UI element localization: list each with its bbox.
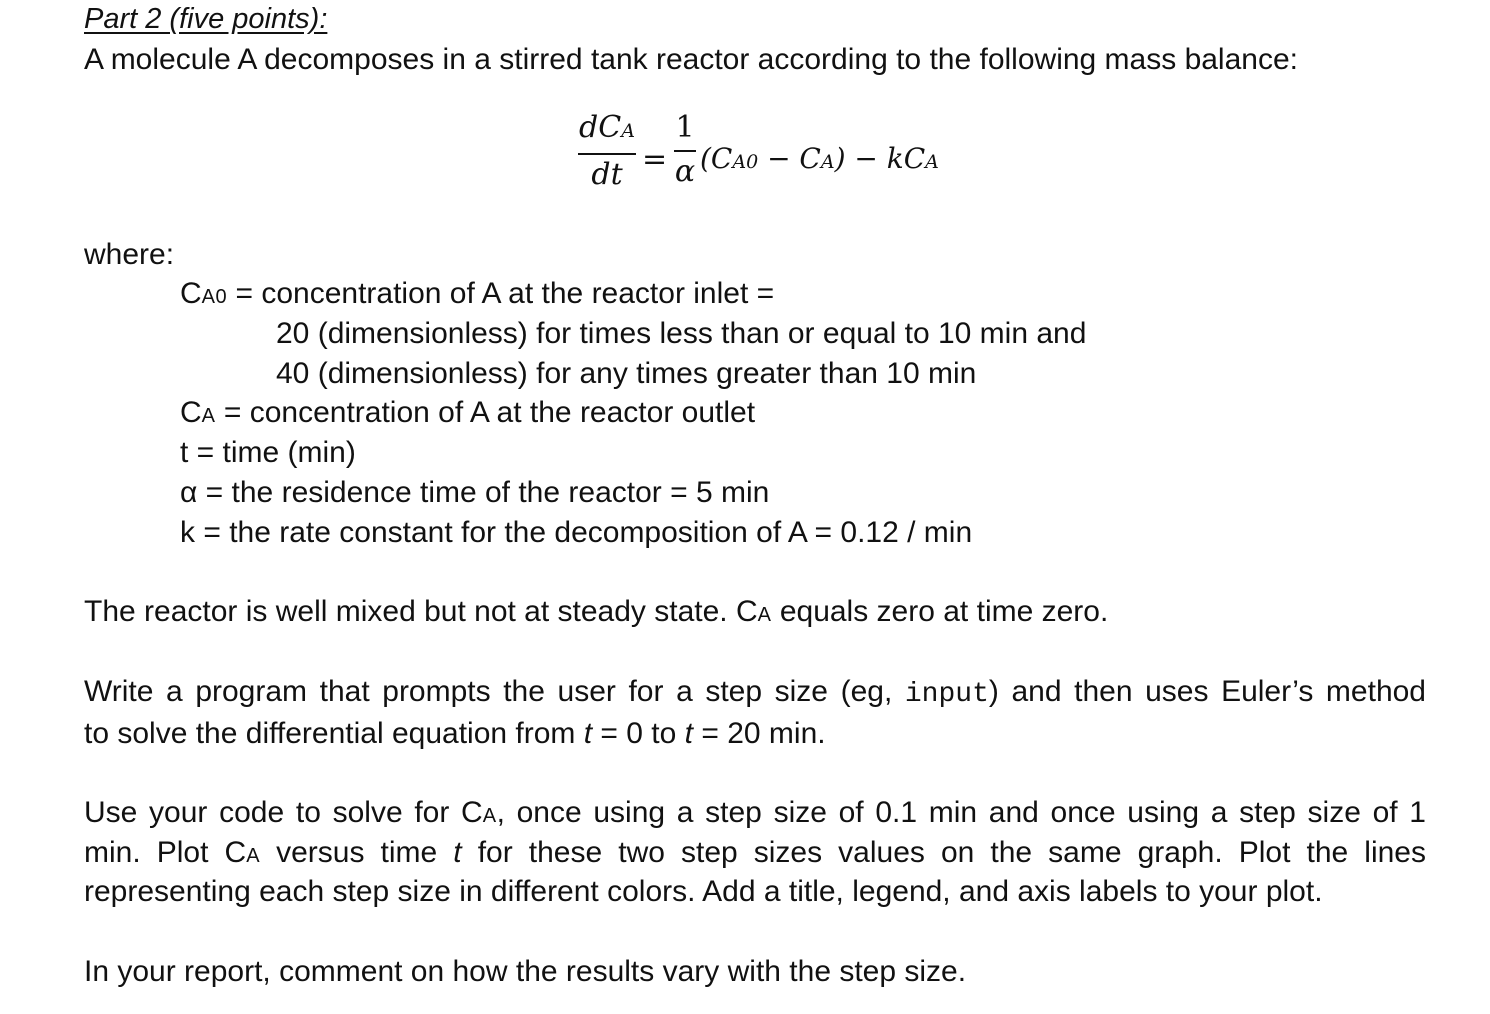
expr-sub: A — [925, 151, 939, 173]
fraction-bar — [674, 150, 696, 152]
para2-text: Write a program that prompts the user for a step size (eg, — [84, 675, 905, 708]
para3-text: min. Plot C — [84, 836, 247, 869]
paragraph-plot-line3: representing each step size in different colors. Add a title, legend, and axis labels to your plot. — [84, 875, 1323, 908]
lhs-numerator-sub: A — [621, 120, 635, 142]
ca-text: = concentration of A at the reactor outlet — [215, 396, 756, 429]
para2-text: = 20 min. — [693, 717, 826, 750]
intro-text: A molecule A decomposes in a stirred tank reactor according to the following mass balance: — [84, 43, 1298, 76]
fraction-bar — [578, 153, 636, 155]
paragraph-plot-line2 — [84, 835, 1426, 874]
code-input: input — [904, 679, 989, 710]
ca-subscript: A — [201, 405, 216, 427]
section-heading: Part 2 (five points): — [84, 3, 328, 35]
definition-k: k = the rate constant for the decomposition of A = 0.12 / min — [180, 516, 973, 549]
paragraph-steady-state — [84, 594, 1108, 633]
para2-text: = 0 to — [592, 717, 685, 750]
para3-subscript: A — [246, 845, 261, 867]
ca0-text: = concentration of A at the reactor inlet = — [227, 277, 775, 310]
para2-text: to solve the differential equation from — [84, 717, 584, 750]
definition-ca0 — [180, 276, 774, 315]
var-t: t — [453, 836, 462, 869]
rhs-expression — [700, 142, 939, 175]
equals-sign: = — [642, 142, 668, 177]
paragraph-program-line1 — [84, 674, 1426, 713]
paragraph-report: In your report, comment on how the results vary with the step size. — [84, 955, 967, 988]
paragraph-plot-line1 — [84, 795, 1426, 834]
para1-text: The reactor is well mixed but not at steady state. C — [84, 595, 758, 628]
definition-ca0-line1: 20 (dimensionless) for times less than or equal to 10 min and — [276, 317, 1087, 350]
mass-balance-equation — [578, 112, 958, 207]
para1-text: equals zero at time zero. — [771, 595, 1109, 628]
paragraph-program-line2 — [84, 716, 826, 752]
para3-text: versus time — [260, 836, 454, 869]
ca0-subscript: A0 — [201, 286, 228, 308]
expr-sub: A0 — [732, 151, 759, 173]
rhs-fraction — [674, 112, 696, 188]
expr-part: ) − kC — [834, 142, 926, 175]
var-t: t — [583, 717, 593, 750]
lhs-denominator: dt — [591, 157, 623, 192]
rhs-numerator: 1 — [675, 110, 695, 145]
ca0-symbol: C — [180, 277, 202, 310]
para3-subscript: A — [482, 805, 497, 827]
definition-ca0-line2: 40 (dimensionless) for any times greater than 10 min — [276, 357, 977, 390]
definition-alpha: α = the residence time of the reactor = 5 min — [180, 476, 770, 509]
var-t: t — [684, 717, 694, 750]
expr-sub: A — [820, 151, 835, 173]
ca-symbol: C — [180, 396, 202, 429]
expr-part: − C — [758, 142, 821, 175]
definition-ca — [180, 395, 755, 434]
para3-text: for these two step sizes values on the same graph. Plot the lines — [461, 836, 1426, 869]
definition-t: t = time (min) — [180, 436, 356, 469]
lhs-fraction — [578, 112, 636, 191]
where-label: where: — [84, 238, 175, 271]
para2-text: ) and then uses Euler’s method — [988, 675, 1426, 708]
expr-part: (C — [700, 142, 733, 175]
para3-text: Use your code to solve for C — [84, 796, 483, 829]
lhs-numerator: dC — [579, 110, 622, 145]
rhs-denominator: α — [674, 154, 696, 189]
para3-text: , once using a step size of 0.1 min and once using a step size of 1 — [496, 796, 1426, 829]
para1-subscript: A — [757, 604, 772, 626]
